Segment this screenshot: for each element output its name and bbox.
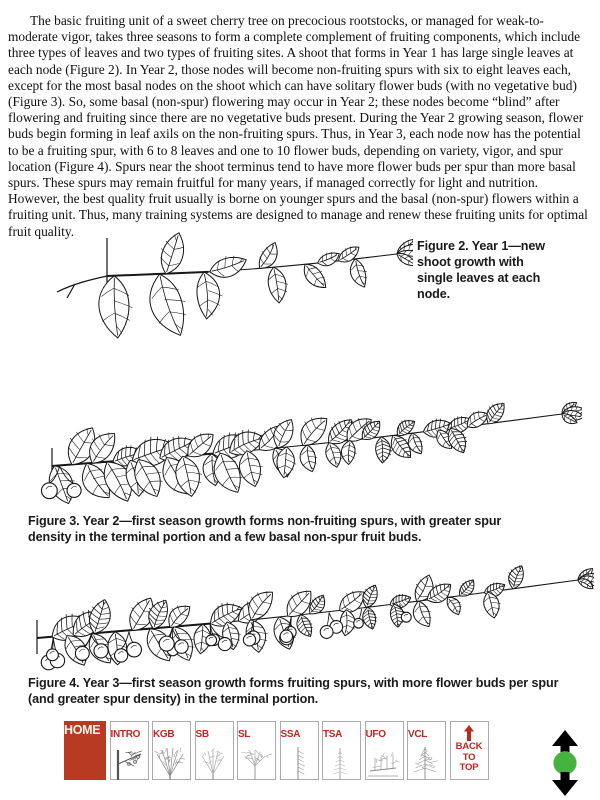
figure-2-illustration <box>45 230 413 348</box>
nav-button-vcl[interactable] <box>407 721 446 780</box>
scroll-widget-icon <box>550 730 580 796</box>
sl-tree-sketch-icon <box>238 742 272 784</box>
nav-button-ufo[interactable] <box>365 721 404 780</box>
tsa-tree-sketch-icon <box>323 742 357 784</box>
scroll-widget[interactable] <box>550 730 580 796</box>
ufo-tree-sketch-icon <box>366 742 400 784</box>
back-to-top-arrow-icon <box>463 725 475 741</box>
figure-3-caption: Figure 3. Year 2—first season growth forms non-fruiting spurs, with greater spur density in the terminal portion and a few basal non-spur fruit buds. <box>28 514 502 544</box>
nav-button-sb[interactable] <box>195 721 234 780</box>
figure-3-illustration <box>22 386 582 508</box>
body-paragraph: The basic fruiting unit of a sweet cherry tree on precocious rootstocks, or managed for weak-to-moderate vigor, takes three seasons to form a complete complement of fruiting components, which include three types of leaves and two types of fruiting sites. A shoot that forms in Year 1 has large single leaves at each node (Figure 2). In Year 2, those nodes will become non-fruiting spurs with six to eight leaves each, except for the most basal nodes on the shoot which can have solitary flower buds (with no vegetative bud) (Figure 3). So, some basal (non-spur) flowering may occur in Year 2; these nodes become “blind” after flowering and fruiting since there are no vegetative buds present. During the Year 2 growing season, flower buds begin forming in leaf axils on the non-fruiting spurs. Thus, in Year 3, each node now has the potential to be a fruiting spur, with 6 to 8 leaves and one to 10 flower buds, depending on variety, vigor, and spur location (Figure 4). Spurs near the shoot terminus tend to have more flower buds per spur than more basal spurs. These spurs may remain fruitful for many years, if managed correctly for light and nutrition. However, the best quality fruit usually is borne on younger spurs and the basal (non-spur) flowers within a fruiting unit. Thus, many training systems are designed to manage and renew these fruiting units for optimal fruit quality. <box>8 13 588 239</box>
back-to-top-button[interactable] <box>450 721 489 780</box>
back-to-top-label-line2: TO <box>462 751 476 763</box>
back-to-top-label-line3: TOP <box>459 762 479 773</box>
figure-4-illustration <box>12 550 594 672</box>
nav-button-kgb[interactable] <box>152 721 191 780</box>
nav-label-ufo: UFO <box>365 729 386 740</box>
nav-button-sl[interactable] <box>237 721 276 780</box>
nav-label-sl: SL <box>238 729 251 740</box>
home-label: HOME <box>64 723 101 737</box>
nav-button-tsa[interactable] <box>322 721 361 780</box>
scroll-down-arrow-icon <box>552 772 578 796</box>
intro-branch-sketch-icon <box>111 742 145 784</box>
scroll-thumb-icon <box>554 752 577 775</box>
scroll-up-arrow-icon <box>552 730 578 754</box>
figure-4-caption: Figure 4. Year 3—first season growth forms fruiting spurs, with more flower buds per spur (and greater spur density) in the terminal portion. <box>28 676 559 706</box>
nav-button-ssa[interactable] <box>280 721 319 780</box>
home-button[interactable] <box>64 721 106 780</box>
nav-button-intro[interactable] <box>110 721 149 780</box>
nav-label-intro: INTRO <box>110 729 141 740</box>
nav-label-vcl: VCL <box>408 729 428 740</box>
back-to-top-label-line1: BACK <box>455 741 483 752</box>
kgb-tree-sketch-icon <box>153 742 187 784</box>
nav-label-sb: SB <box>195 729 209 740</box>
vcl-tree-sketch-icon <box>408 742 442 784</box>
figure-2-caption: Figure 2. Year 1—new shoot growth with single leaves at each node. <box>417 239 545 301</box>
ssa-tree-sketch-icon <box>281 742 315 784</box>
bottom-navigation <box>64 721 489 780</box>
nav-label-tsa: TSA <box>323 729 343 740</box>
sb-tree-sketch-icon <box>196 742 230 784</box>
nav-label-kgb: KGB <box>153 729 175 740</box>
nav-label-ssa: SSA <box>280 729 301 740</box>
